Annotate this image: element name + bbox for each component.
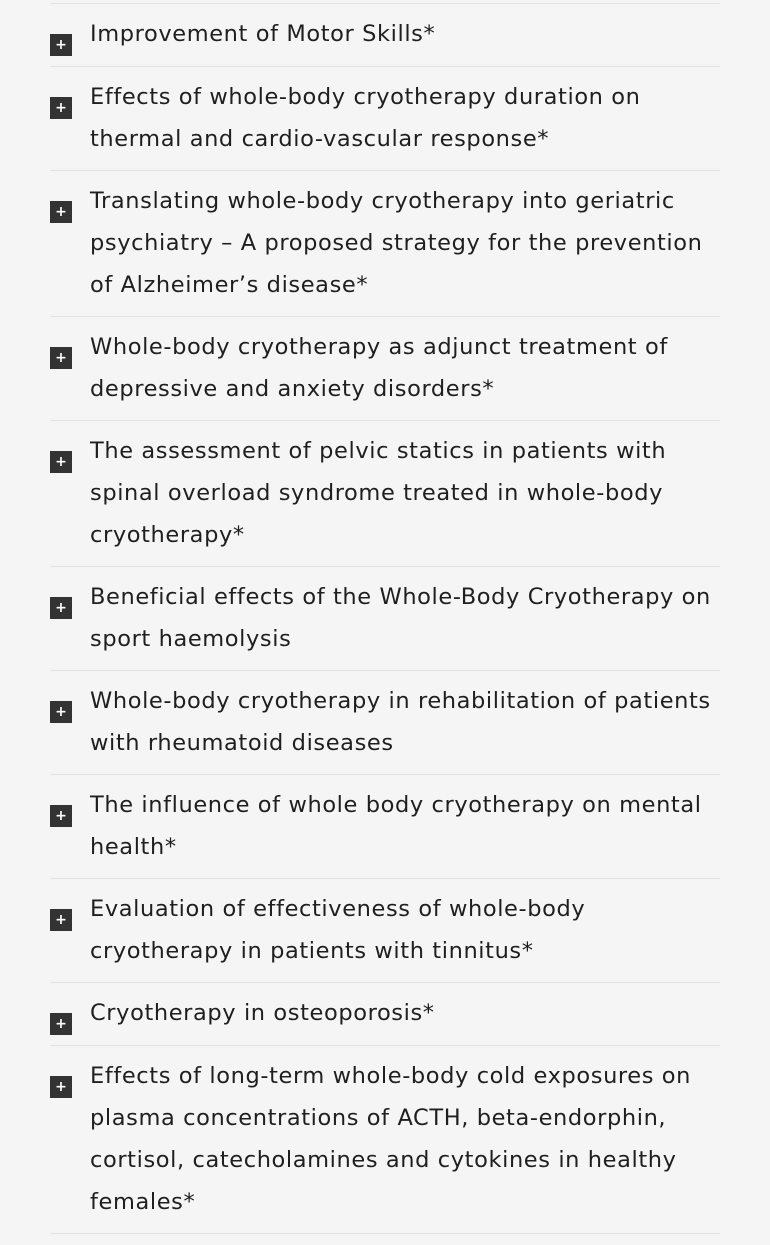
expand-plus-icon[interactable]: + [50, 701, 72, 723]
publications-accordion [50, 3, 720, 1234]
accordion-item-title[interactable]: The assessment of pelvic statics in patients with spinal overload syndrome treated in whole-body cryotherapy* [90, 438, 667, 548]
expand-plus-icon[interactable]: + [50, 597, 72, 619]
expand-plus-icon[interactable]: + [50, 909, 72, 931]
accordion-item-title[interactable]: Whole-body cryotherapy as adjunct treatment of depressive and anxiety disorders* [90, 334, 668, 402]
expand-plus-icon[interactable]: + [50, 347, 72, 369]
expand-plus-icon[interactable]: + [50, 805, 72, 827]
expand-plus-icon[interactable]: + [50, 97, 72, 119]
expand-plus-icon[interactable]: + [50, 34, 72, 56]
accordion-item[interactable] [50, 67, 720, 171]
accordion-item-title[interactable]: Improvement of Motor Skills* [90, 21, 436, 47]
accordion-item-title[interactable]: The influence of whole body cryotherapy on mental health* [90, 792, 702, 860]
accordion-item-title[interactable]: Beneficial effects of the Whole-Body Cryotherapy on sport haemolysis [90, 584, 711, 652]
accordion-item-title[interactable]: Effects of long-term whole-body cold exposures on plasma concentrations of ACTH, beta-endorphin, cortisol, catecholamines and cytokines in healthy females* [90, 1063, 692, 1215]
accordion-item[interactable] [50, 317, 720, 421]
expand-plus-icon[interactable]: + [50, 1076, 72, 1098]
accordion-item[interactable] [50, 4, 720, 67]
accordion-item[interactable] [50, 879, 720, 983]
accordion-item[interactable] [50, 983, 720, 1046]
expand-plus-icon[interactable]: + [50, 451, 72, 473]
accordion-item[interactable] [50, 775, 720, 879]
accordion-item[interactable] [50, 567, 720, 671]
accordion-item-title[interactable]: Translating whole-body cryotherapy into geriatric psychiatry – A proposed strategy for the prevention of Alzheimer’s disease* [90, 188, 703, 298]
accordion-item-title[interactable]: Whole-body cryotherapy in rehabilitation of patients with rheumatoid diseases [90, 688, 711, 756]
accordion-item[interactable] [50, 171, 720, 317]
expand-plus-icon[interactable]: + [50, 201, 72, 223]
accordion-item[interactable] [50, 1046, 720, 1234]
accordion-item-title[interactable]: Effects of whole-body cryotherapy duration on thermal and cardio-vascular response* [90, 84, 641, 152]
accordion-item[interactable] [50, 421, 720, 567]
accordion-item[interactable] [50, 671, 720, 775]
accordion-item-title[interactable]: Cryotherapy in osteoporosis* [90, 1000, 435, 1026]
expand-plus-icon[interactable]: + [50, 1013, 72, 1035]
accordion-item-title[interactable]: Evaluation of effectiveness of whole-body cryotherapy in patients with tinnitus* [90, 896, 586, 964]
